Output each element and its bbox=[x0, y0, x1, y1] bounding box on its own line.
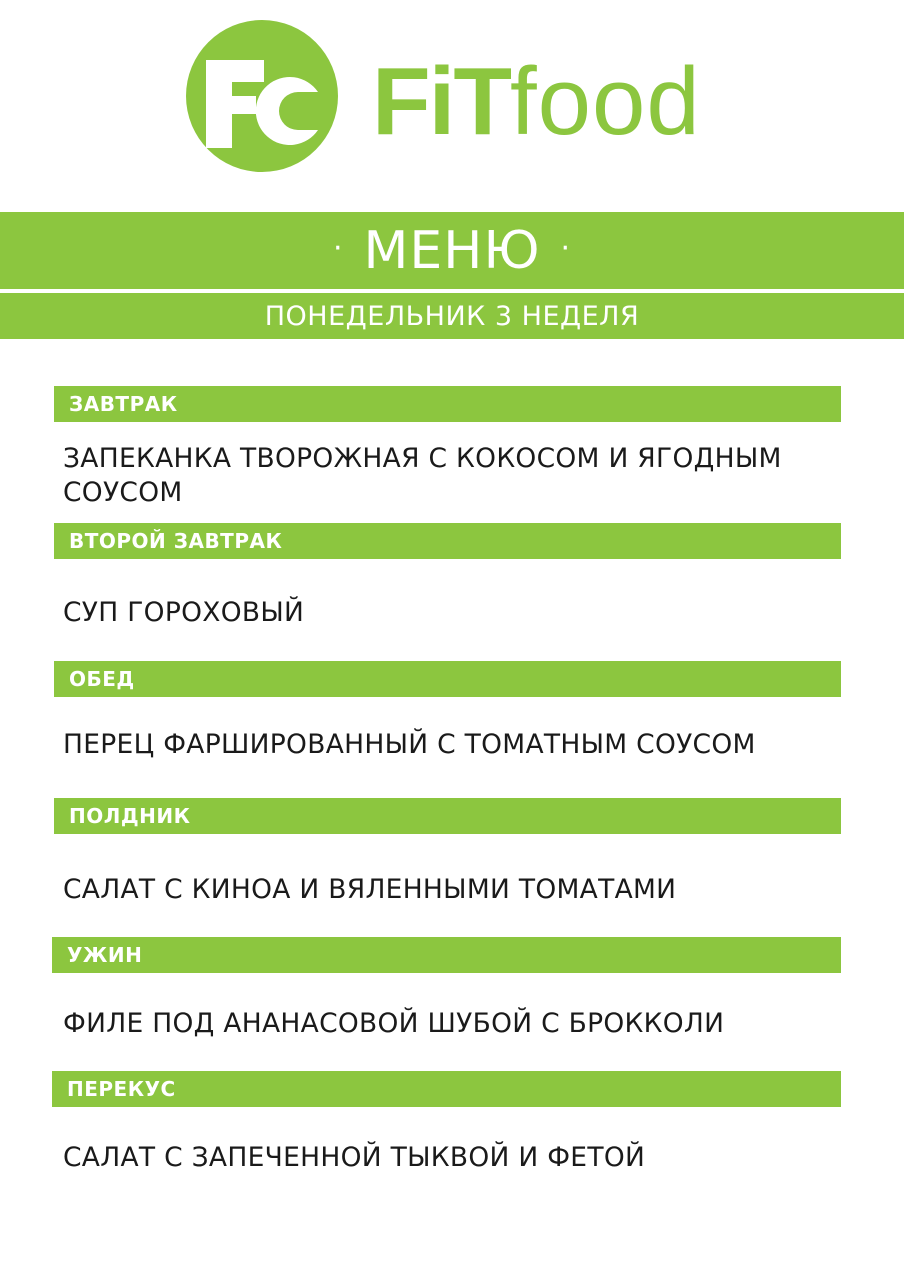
meal-label: УЖИН bbox=[67, 943, 143, 967]
separator-dot-left: · bbox=[332, 231, 344, 266]
meal-header-lunch bbox=[54, 661, 841, 697]
meal-dish-lunch: ПЕРЕЦ ФАРШИРОВАННЫЙ С ТОМАТНЫМ СОУСОМ bbox=[63, 729, 756, 760]
meal-header-dinner bbox=[52, 937, 841, 973]
menu-title: МЕНЮ bbox=[363, 220, 541, 281]
separator-dot-right: · bbox=[560, 231, 572, 266]
meal-header-second-breakfast bbox=[54, 523, 841, 559]
meal-dish-snack: САЛАТ С КИНОА И ВЯЛЕННЫМИ ТОМАТАМИ bbox=[63, 874, 677, 905]
day-banner bbox=[0, 293, 904, 339]
fitfood-logo-mark-icon bbox=[186, 20, 338, 172]
meal-dish-second-breakfast: СУП ГОРОХОВЫЙ bbox=[63, 597, 305, 628]
logo-text-fit: FiT bbox=[372, 48, 510, 155]
fitfood-logo bbox=[186, 20, 701, 180]
menu-banner bbox=[0, 212, 904, 289]
meal-label: ПЕРЕКУС bbox=[67, 1077, 176, 1101]
day-title: ПОНЕДЕЛЬНИК 3 НЕДЕЛЯ bbox=[264, 300, 640, 332]
meal-header-breakfast bbox=[54, 386, 841, 422]
meal-dish-late-snack: САЛАТ С ЗАПЕЧЕННОЙ ТЫКВОЙ И ФЕТОЙ bbox=[63, 1142, 646, 1173]
meal-label: ВТОРОЙ ЗАВТРАК bbox=[69, 529, 283, 553]
meal-dish-dinner: ФИЛЕ ПОД АНАНАСОВОЙ ШУБОЙ С БРОККОЛИ bbox=[63, 1008, 725, 1039]
meal-header-snack bbox=[54, 798, 841, 834]
meal-header-late-snack bbox=[52, 1071, 841, 1107]
meal-label: ОБЕД bbox=[69, 667, 135, 691]
menu-title-row bbox=[0, 212, 904, 289]
meal-label: ПОЛДНИК bbox=[69, 804, 191, 828]
logo-text-food: food bbox=[509, 48, 701, 155]
meal-label: ЗАВТРАК bbox=[69, 392, 178, 416]
meal-dish-breakfast: ЗАПЕКАНКА ТВОРОЖНАЯ С КОКОСОМ И ЯГОДНЫМ СОУСОМ bbox=[63, 443, 782, 508]
logo-wordmark bbox=[372, 42, 701, 162]
